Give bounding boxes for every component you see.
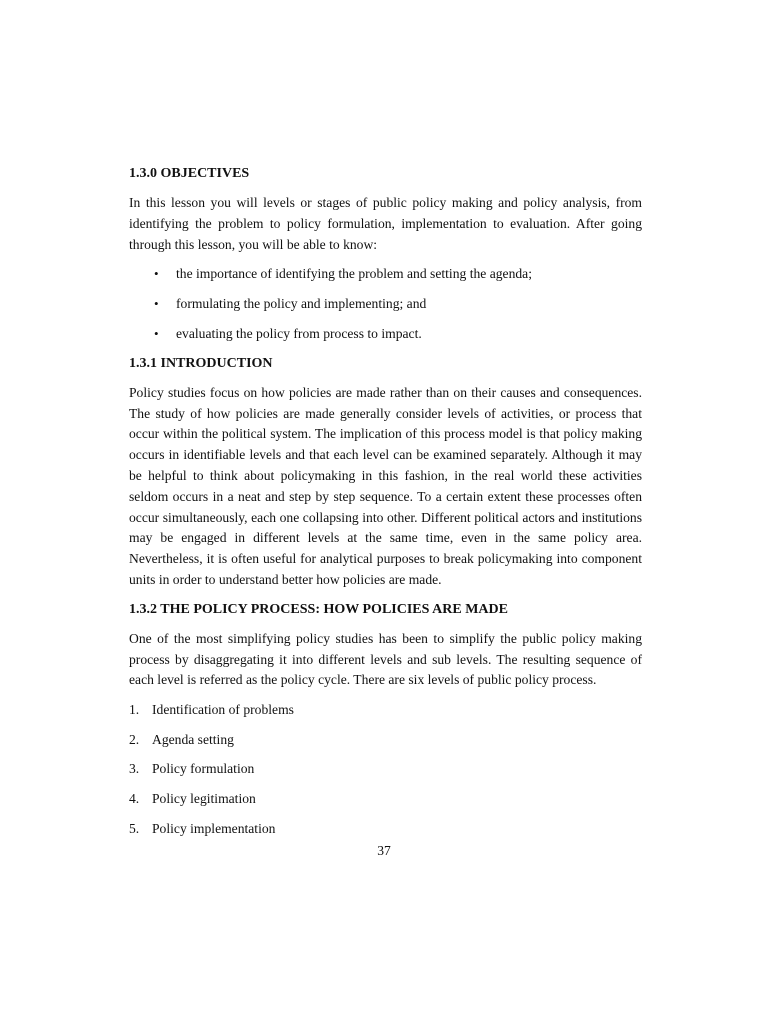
list-item [129, 730, 642, 751]
bullet-icon: • [154, 325, 159, 341]
list-item [129, 819, 642, 840]
list-number: 3. [129, 761, 140, 777]
introduction-heading: 1.3.1 INTRODUCTION [129, 355, 273, 371]
objectives-intro: In this lesson you will levels or stages of public policy making and policy analysis, from identifying the problem to policy formulation, implementation to evaluation. After going through this lesson, you will be able to know: [129, 195, 642, 252]
list-item-text: Policy legitimation [152, 790, 256, 806]
list-item-text: Agenda setting [152, 731, 234, 747]
list-number: 2. [129, 731, 140, 747]
objectives-heading: 1.3.0 OBJECTIVES [129, 166, 250, 181]
introduction-body: Policy studies focus on how policies are made rather than on their causes and consequences. The study of how policies are made generally consider levels of activities, or process that occur within the political system. The implication of this process model is that policy making occurs in identifiable levels and that each level can be examined separately. Although it may be helpful to think about policymaking in this fashion, in the real world these activities seldom occurs in a neat and step by step sequence. To a certain extent these processes often occur simultaneously, each one collapsing into other. Different political actors and institutions may be engaged in different levels at the same time, even in the same policy area. Nevertheless, it is often useful for analytical purposes to break policymaking into component units in order to understand better how policies are made. [129, 384, 642, 587]
objectives-list [129, 264, 642, 344]
list-item [129, 294, 642, 315]
list-item-text: Policy formulation [152, 761, 255, 777]
list-item [129, 324, 642, 345]
page-content [129, 164, 642, 848]
list-item [129, 759, 642, 780]
bullet-icon: • [154, 266, 159, 282]
bullet-icon: • [154, 296, 159, 312]
policy-levels-list [129, 700, 642, 839]
page-number: 37 [377, 843, 391, 858]
policy-process-body: One of the most simplifying policy studies has been to simplify the public policy making process by disaggregating it into different levels and sub levels. The resulting sequence of each level is referred as the policy cycle. There are six levels of public policy process. [129, 630, 642, 688]
list-item-text: evaluating the policy from process to impact. [176, 325, 422, 341]
list-number: 5. [129, 820, 140, 836]
list-item [129, 700, 642, 721]
list-item [129, 789, 642, 810]
policy-process-heading: 1.3.2 THE POLICY PROCESS: HOW POLICIES ARE MADE [129, 601, 508, 617]
list-item-text: Policy implementation [152, 820, 276, 836]
list-item-text: formulating the policy and implementing; and [176, 296, 427, 312]
list-item-text: the importance of identifying the problem and setting the agenda; [176, 266, 532, 282]
list-number: 1. [129, 702, 140, 718]
list-item [129, 264, 642, 285]
list-number: 4. [129, 790, 140, 806]
list-item-text: Identification of problems [152, 702, 294, 718]
